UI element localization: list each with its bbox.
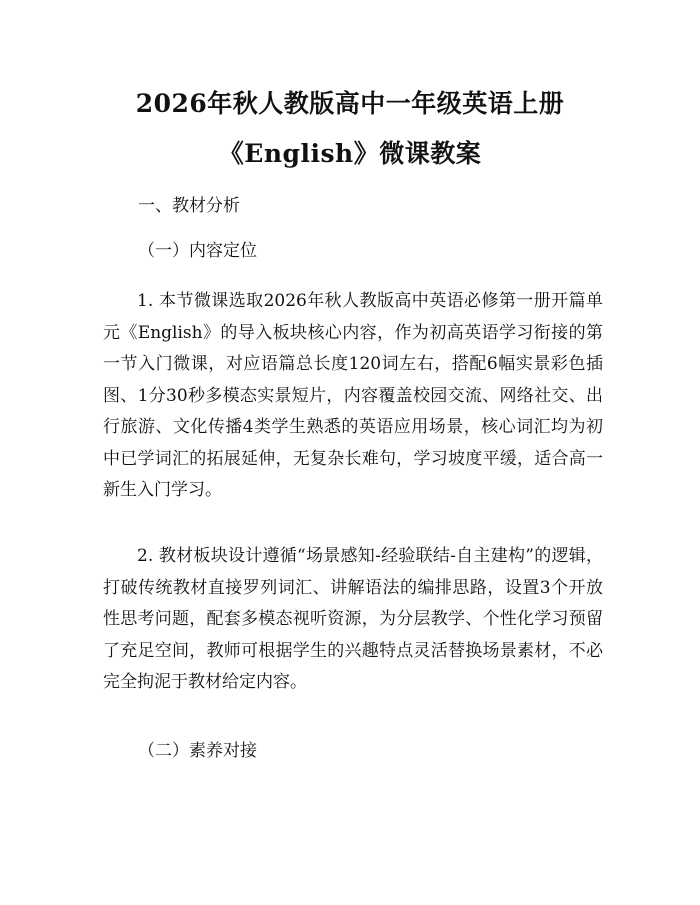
document-title-line2: 《English》微课教案: [218, 139, 482, 168]
subsection-heading-literacy-connection: （二）素养对接: [138, 741, 257, 761]
document-title-line1: 2026年秋人教版高中一年级英语上册: [135, 89, 565, 118]
paragraph-1: 1. 本节微课选取2026年秋人教版高中英语必修第一册开篇单元《English》的导入板块核心内容，作为初高英语学习衔接的第一节入门微课，对应语篇总长度120词左右，搭配6幅实景彩色插图、1分30秒多模态实景短片，内容覆盖校园交流、网络社交、出行旅游、文化传播4类学生熟悉的英语应用场景，核心词汇均为初中已学词汇的拓展延伸，无复杂长难句，学习坡度平缓，适合高一新生入门学习。: [103, 291, 603, 500]
section-heading-materials-analysis: 一、教材分析: [138, 196, 240, 216]
subsection-heading-content-positioning: （一）内容定位: [138, 241, 257, 261]
paragraph-2: 2. 教材板块设计遵循“场景感知-经验联结-自主建构”的逻辑，打破传统教材直接罗列词汇、讲解语法的编排思路，设置3个开放性思考问题，配套多模态视听资源，为分层教学、个性化学习预留了充足空间，教师可根据学生的兴趣特点灵活替换场景素材，不必完全拘泥于教材给定内容。: [103, 546, 603, 692]
